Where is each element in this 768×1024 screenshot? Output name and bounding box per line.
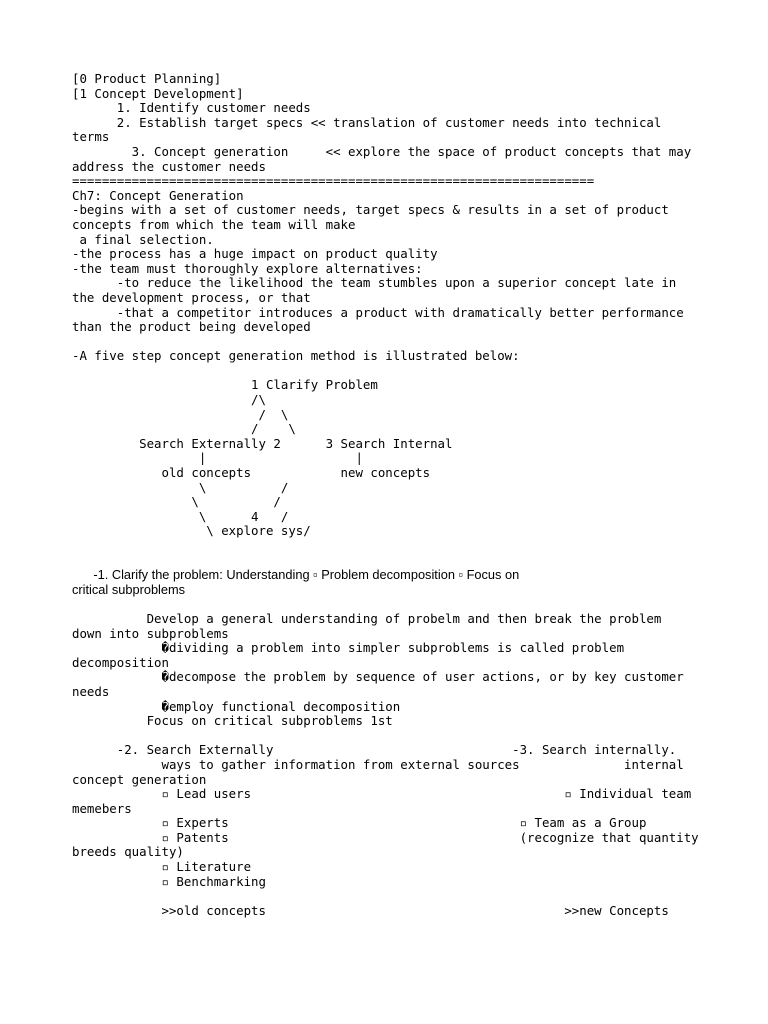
text-line: 1 Clarify Problem <box>72 377 378 393</box>
text-line: 1. Identify customer needs <box>72 100 311 116</box>
text-line: -begins with a set of customer needs, target specs & results in a set of product <box>72 202 669 218</box>
text-line: terms <box>72 129 110 145</box>
text-line: -that a competitor introduces a product with dramatically better performance <box>72 304 684 320</box>
text-line: /\ <box>72 392 266 408</box>
text-line: ways to gather information from external sources internal <box>72 756 684 772</box>
text-line: -the process has a huge impact on product quality <box>72 246 438 262</box>
blank-line <box>72 364 752 379</box>
text-line: Develop a general understanding of probelm and then break the problem <box>72 610 662 626</box>
text-line: ▫ Patents (recognize that quantity <box>72 829 699 845</box>
text-line: decomposition <box>72 654 169 670</box>
text-line: \ 4 / <box>72 508 289 524</box>
text-line: concepts from which the team will make <box>72 216 356 232</box>
text-line: the development process, or that <box>72 289 311 305</box>
text-line: Search Externally 2 3 Search Internal <box>72 435 453 451</box>
text-line: concept generation <box>72 771 207 787</box>
text-line: 3. Concept generation << explore the space of product concepts that may <box>72 143 692 159</box>
text-line: old concepts new concepts <box>72 465 431 481</box>
text-line: -to reduce the likelihood the team stumbles upon a superior concept late in <box>72 275 677 291</box>
text-line: memebers <box>72 800 132 816</box>
text-line: than the product being developed <box>72 319 311 335</box>
text-line: ▫ Experts ▫ Team as a Group <box>72 815 647 831</box>
text-line: critical subproblems <box>72 581 186 597</box>
document-body <box>72 72 752 918</box>
blank-line <box>72 597 752 612</box>
text-line: \ explore sys/ <box>72 523 311 539</box>
text-line: ▫ Benchmarking <box>72 873 266 889</box>
blank-line <box>72 335 752 350</box>
text-line: down into subproblems <box>72 625 229 641</box>
text-line: address the customer needs <box>72 158 266 174</box>
blank-line <box>72 554 752 569</box>
text-line: Focus on critical subproblems 1st <box>72 713 393 729</box>
text-line: �decompose the problem by sequence of user actions, or by key customer <box>72 669 684 685</box>
text-line: ====================================================================== <box>72 173 595 189</box>
text-line: | | <box>72 450 363 466</box>
blank-line <box>72 539 752 554</box>
text-line: needs <box>72 683 110 699</box>
text-line: \ / <box>72 479 289 495</box>
text-line: / \ <box>72 421 296 437</box>
text-line: [0 Product Planning] <box>72 71 222 86</box>
text-line: -the team must thoroughly explore alternatives: <box>72 260 423 276</box>
text-line: -A five step concept generation method is illustrated below: <box>72 348 520 364</box>
text-line: -1. Clarify the problem: Understanding ▫ Problem decomposition ▫ Focus on <box>72 567 520 583</box>
text-line: \ / <box>72 494 281 510</box>
text-line: ▫ Lead users ▫ Individual team <box>72 786 692 802</box>
text-line: >>old concepts >>new Concepts <box>72 902 669 918</box>
text-line: [1 Concept Development] <box>72 85 244 101</box>
text-line: breeds quality) <box>72 844 184 860</box>
text-line: / \ <box>72 406 289 422</box>
text-line: -2. Search Externally -3. Search internally. <box>72 742 677 758</box>
text-line: �employ functional decomposition <box>72 698 401 714</box>
text-line: �dividing a problem into simpler subproblems is called problem <box>72 640 625 656</box>
blank-line <box>72 889 752 904</box>
blank-line <box>72 729 752 744</box>
text-line: a final selection. <box>72 231 214 247</box>
text-line: Ch7: Concept Generation <box>72 187 244 203</box>
text-line: 2. Establish target specs << translation of customer needs into technical <box>72 114 662 130</box>
text-line: ▫ Literature <box>72 859 252 875</box>
